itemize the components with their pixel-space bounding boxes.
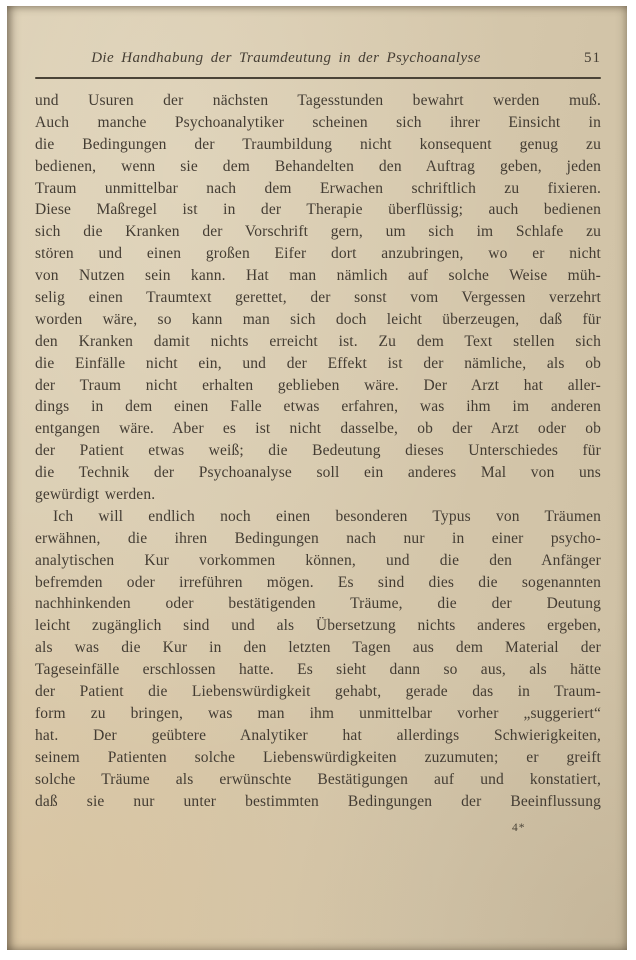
text-line: befremden oder irreführen mögen. Es sind dies die sogenannten <box>35 573 601 591</box>
text-line: und Usuren der nächsten Tagesstunden bewahrt werden muß. <box>35 92 601 109</box>
text-line: entgangen wäre. Aber es ist nicht dasselbe, ob der Arzt oder ob <box>35 420 601 438</box>
text-line: sich die Kranken der Vorschrift gern, um sich im Schlafe zu <box>35 223 601 241</box>
text-line: erwähnen, die ihren Bedingungen nach nur in einer psycho- <box>35 529 601 547</box>
text-line: der Patient etwas weiß; die Bedeutung dieses Unterschiedes für <box>35 442 601 460</box>
text-line: als was die Kur in den letzten Tagen aus dem Material der <box>35 639 601 657</box>
text-line: die Bedingungen der Traumbildung nicht konsequent genug zu <box>35 135 601 153</box>
text-line: daß sie nur unter bestimmten Bedingungen der Beeinflussung <box>35 792 601 810</box>
text-line: die Technik der Psychoanalyse soll ein anderes Mal von uns <box>35 464 601 482</box>
text-line: dings in dem einen Falle etwas erfahren, was ihm im anderen <box>35 398 601 416</box>
text-line: den Kranken damit nichts erreicht ist. Zu dem Text stellen sich <box>35 332 601 350</box>
text-line: von Nutzen sein kann. Hat man nämlich auf solche Weise müh- <box>35 267 601 285</box>
text-line: Auch manche Psychoanalytiker scheinen sich ihrer Einsicht in <box>35 113 601 131</box>
header-rule <box>35 77 601 79</box>
text-line: der Patient die Liebenswürdigkeit gehabt, gerade das in Traum- <box>35 683 601 701</box>
text-line: hat. Der geübtere Analytiker hat allerdings Schwierigkeiten, <box>35 726 601 744</box>
page-scan <box>7 6 627 950</box>
page-number: 51 <box>584 50 601 66</box>
text-line: solche Träume als erwünschte Bestätigungen auf und konstatiert, <box>35 770 601 788</box>
text-line: Ich will endlich noch einen besonderen Typus von Träumen <box>53 507 601 525</box>
text-line: bedienen, wenn sie dem Behandelten den Auftrag geben, jeden <box>35 157 601 175</box>
text-line: Tageseinfälle erschlossen hatte. Es sieht dann so aus, als hätte <box>35 661 601 679</box>
text-line: leicht zugänglich sind und als Übersetzung nichts anderes ergeben, <box>35 617 601 635</box>
text-line: analytischen Kur vorkommen können, und die den Anfänger <box>35 551 601 569</box>
text-line: nachhinkenden oder bestätigenden Träume, die der Deutung <box>35 595 601 613</box>
body-text <box>35 90 601 812</box>
text-line: selig einen Traumtext gerettet, der sonst vom Vergessen verzehrt <box>35 289 601 307</box>
signature-mark: 4* <box>512 822 526 834</box>
text-line: gewürdigt werden. <box>35 486 156 504</box>
text-line: stören und einen großen Eifer dort anzubringen, wo er nicht <box>35 245 601 263</box>
text-line: form zu bringen, was man ihm unmittelbar vorher „suggeriert“ <box>35 704 601 722</box>
text-line: Traum unmittelbar nach dem Erwachen schriftlich zu fixieren. <box>35 179 601 197</box>
text-line: die Einfälle nicht ein, und der Effekt ist der nämliche, als ob <box>35 354 601 372</box>
running-head-title: Die Handhabung der Traumdeutung in der Psychoanalyse <box>91 50 481 66</box>
text-line: Diese Maßregel ist in der Therapie überflüssig; auch bedienen <box>35 201 601 219</box>
text-line: seinem Patienten solche Liebenswürdigkeiten zuzumuten; er greift <box>35 748 601 766</box>
text-line: der Traum nicht erhalten geblieben wäre. Der Arzt hat aller- <box>35 376 601 394</box>
text-line: worden wäre, so kann man sich doch leicht überzeugen, daß für <box>35 310 601 328</box>
running-head <box>35 50 601 67</box>
